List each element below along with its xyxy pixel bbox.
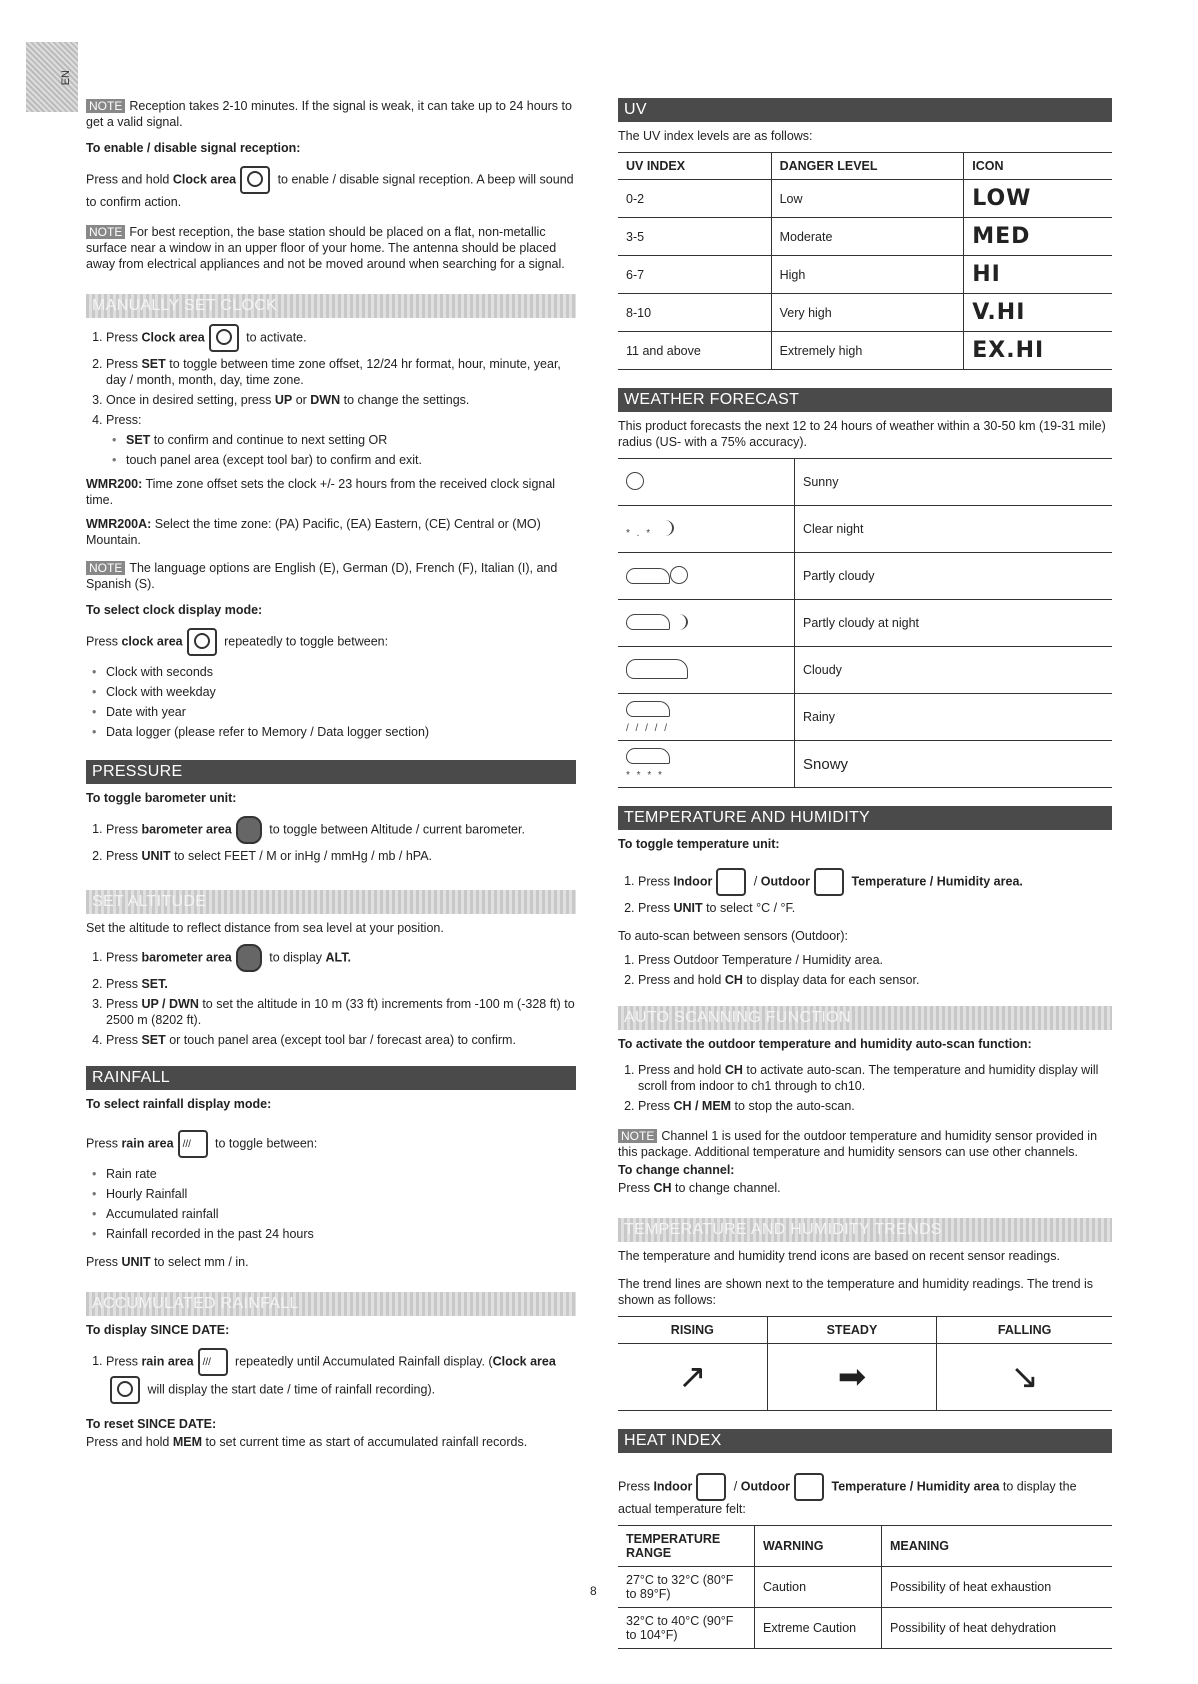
clock-icon [110,1376,140,1404]
table-cell: Low [771,180,964,218]
clock-icon [187,628,217,656]
list-item: 1. Press barometer area to toggle between Altitude / current barometer. [106,816,576,844]
column-header: UV INDEX [618,153,771,180]
table-row [618,1567,1112,1608]
subheading-auto-scan: To activate the outdoor temperature and humidity auto-scan function: [618,1037,1032,1051]
table-cell: Rainy [795,694,1113,741]
table-cell: Snowy [795,741,1113,788]
reset-text: Press and hold MEM to set current time as start of accumulated rainfall records. [86,1435,528,1449]
language-tab-label: EN [60,70,72,86]
uv-hi-icon: HI [964,256,1112,294]
page-number: 8 [590,1584,597,1598]
barometer-icon [236,816,262,844]
rainy-icon: / / / / / [618,694,795,741]
table-cell: Clear night [795,506,1113,553]
table-cell: Extreme Caution [755,1608,882,1649]
column-header: ICON [964,153,1112,180]
subheading-since-date: To display SINCE DATE: [86,1323,230,1337]
uv-med-icon: MED [964,218,1112,256]
table-cell: Caution [755,1567,882,1608]
note-text: The language options are English (E), German (D), French (F), Italian (I), and Spanish (S). [86,561,558,591]
list-item: 1. Press Indoor / Outdoor Temperature / Humidity area. [638,868,1112,896]
uv-vhi-icon: V.HI [964,294,1112,332]
table-row [618,180,1112,218]
list-item: • touch panel area (except tool bar) to confirm and exit. [126,452,576,468]
outdoor-icon [814,868,844,896]
section-uv: UV [618,98,1112,122]
clock-mode-text: Press clock area repeatedly to toggle between: [86,628,576,656]
section-heat-index: HEAT INDEX [618,1429,1112,1453]
table-cell: Sunny [795,459,1113,506]
table-cell: 27°C to 32°C (80°F to 89°F) [618,1567,755,1608]
note-text: For best reception, the base station should be placed on a flat, non-metallic surface near a window in an upper floor of your home. The antenna should be placed away from electrical appliances and not be moved around when searching for a signal. [86,225,565,271]
column-header: WARNING [755,1526,882,1567]
pressure-steps [86,816,576,864]
table-row [618,1344,1112,1411]
table-cell: Partly cloudy at night [795,600,1113,647]
change-channel-text: Press CH to change channel. [618,1181,781,1195]
uv-exhi-icon: EX.HI [964,332,1112,370]
clear-night-icon: * . * [618,506,795,553]
indoor-icon [716,868,746,896]
list-item: 3. Once in desired setting, press UP or DWN to change the settings. [106,392,576,408]
list-item: • Clock with weekday [106,684,576,700]
table-row [618,459,1112,506]
section-altitude: SET ALTITUDE [86,890,576,914]
table-header-row [618,153,1112,180]
trends-intro: The temperature and humidity trend icons are based on recent sensor readings. [618,1249,1060,1263]
autoscan-steps [618,952,1112,988]
list-item: • Accumulated rainfall [106,1206,576,1222]
falling-trend-icon: ↘ [937,1344,1112,1411]
wmr200a-note: WMR200A: Select the time zone: (PA) Pacific, (EA) Eastern, (CE) Central or (MO) Mountain. [86,517,541,547]
clock-mode-list [86,664,576,740]
trends-description: The trend lines are shown next to the temperature and humidity readings. The trend is shown as follows: [618,1277,1094,1307]
column-header: RISING [618,1317,767,1344]
note-tag: NOTE [618,1129,657,1143]
heat-text: Press Indoor / Outdoor Temperature / Humidity area to display the actual temperature felt: [618,1473,1112,1517]
table-header-row [618,1526,1112,1567]
outdoor-icon [794,1473,824,1501]
indoor-icon [696,1473,726,1501]
note-channel [618,1128,1112,1160]
table-cell: 32°C to 40°C (90°F to 104°F) [618,1608,755,1649]
table-row [618,332,1112,370]
subheading-reset: To reset SINCE DATE: [86,1417,217,1431]
table-cell: Cloudy [795,647,1113,694]
subheading-change-channel: To change channel: [618,1163,735,1177]
table-row [618,600,1112,647]
note-text: Channel 1 is used for the outdoor temperature and humidity sensor provided in this package. Additional temperature and humidity sensors can use other channels. [618,1129,1098,1159]
uv-intro: The UV index levels are as follows: [618,129,813,143]
list-item: 1. Press and hold CH to activate auto-scan. The temperature and humidity display will scroll from indoor to ch1 through to ch10. [638,1062,1112,1094]
table-cell: Extremely high [771,332,964,370]
section-weather-forecast: WEATHER FORECAST [618,388,1112,412]
list-item: 2. Press UNIT to select °C / °F. [638,900,1112,916]
table-row [618,647,1112,694]
column-header: MEANING [882,1526,1113,1567]
list-item: 2. Press CH / MEM to stop the auto-scan. [638,1098,1112,1114]
subheading-enable: To enable / disable signal reception: [86,141,301,155]
list-item: • Clock with seconds [106,664,576,680]
table-row [618,506,1112,553]
table-row [618,218,1112,256]
column-header: TEMPERATURE RANGE [618,1526,755,1567]
language-tab [26,42,78,112]
list-item: • Rain rate [106,1166,576,1182]
section-trends: TEMPERATURE AND HUMIDITY TRENDS [618,1218,1112,1242]
list-item: 1. Press rain area/// repeatedly until Accumulated Rainfall display. (Clock area will display the start date / time of rainfall recording). [106,1348,576,1404]
table-cell: 6-7 [618,256,771,294]
section-rainfall: RAINFALL [86,1066,576,1090]
table-header-row [618,1317,1112,1344]
list-item: 1. Press barometer area to display ALT. [106,944,576,972]
cloudy-icon [618,647,795,694]
table-cell: 3-5 [618,218,771,256]
note-text: Reception takes 2-10 minutes. If the signal is weak, it can take up to 24 hours to get a valid signal. [86,99,572,129]
th-steps [618,868,1112,916]
column-header: DANGER LEVEL [771,153,964,180]
section-auto-scanning: AUTO SCANNING FUNCTION [618,1006,1112,1030]
partly-cloudy-icon [618,553,795,600]
rainfall-text: Press rain area/// to toggle between: [86,1130,576,1158]
table-row [618,553,1112,600]
subheading-clock-mode: To select clock display mode: [86,603,263,617]
uv-table [618,152,1112,370]
table-cell: Possibility of heat exhaustion [882,1567,1113,1608]
list-item: 1. Press Outdoor Temperature / Humidity area. [638,952,1112,968]
section-manual-clock: MANUALLY SET CLOCK [86,294,576,318]
list-item: 2. Press SET. [106,976,576,992]
right-column [618,98,1112,1657]
table-cell: 11 and above [618,332,771,370]
rising-trend-icon: ↗ [618,1344,767,1411]
since-steps [86,1348,576,1404]
clock-icon [240,166,270,194]
table-cell: Partly cloudy [795,553,1113,600]
list-item: • Rainfall recorded in the past 24 hours [106,1226,576,1242]
table-row [618,694,1112,741]
altitude-steps [86,944,576,1048]
trend-table [618,1316,1112,1411]
table-row [618,256,1112,294]
note-tag: NOTE [86,225,125,239]
table-cell: Very high [771,294,964,332]
heat-index-table [618,1525,1112,1649]
table-cell: Moderate [771,218,964,256]
manual-steps [86,324,576,468]
list-item: • Data logger (please refer to Memory / Data logger section) [106,724,576,740]
section-pressure: PRESSURE [86,760,576,784]
rainfall-list [86,1166,576,1242]
rain-icon [178,1130,208,1158]
barometer-icon [236,944,262,972]
sub-list [106,432,576,468]
list-item: 1. Press Clock area to activate. [106,324,576,352]
list-item: 4. Press SET or touch panel area (except tool bar / forecast area) to confirm. [106,1032,576,1048]
subheading-barometer: To toggle barometer unit: [86,791,237,805]
forecast-table [618,458,1112,788]
table-cell: High [771,256,964,294]
table-row [618,741,1112,788]
rain-icon [198,1348,228,1376]
subheading-temp-unit: To toggle temperature unit: [618,837,780,851]
forecast-intro: This product forecasts the next 12 to 24 hours of weather within a 30-50 km (19-31 mile) radius (US- with a 75% accuracy). [618,419,1106,449]
list-item: • Date with year [106,704,576,720]
note-tag: NOTE [86,561,125,575]
section-accumulated-rainfall: ACCUMULATED RAINFALL [86,1292,576,1316]
table-cell: Possibility of heat dehydration [882,1608,1113,1649]
column-header: FALLING [937,1317,1112,1344]
list-item: 3. Press UP / DWN to set the altitude in 10 m (33 ft) increments from -100 m (-328 ft) to 2500 m (8202 ft). [106,996,576,1028]
list-item: 2. Press and hold CH to display data for each sensor. [638,972,1112,988]
rainfall-unit: Press UNIT to select mm / in. [86,1255,249,1269]
wmr200-note: WMR200: Time zone offset sets the clock +/- 23 hours from the received clock signal time. [86,477,556,507]
table-cell: 8-10 [618,294,771,332]
uv-low-icon: LOW [964,180,1112,218]
note-reception [86,98,576,130]
enable-text: Press and hold Clock area to enable / disable signal reception. A beep will sound to confirm action. [86,166,576,210]
left-column [86,98,576,1458]
table-row [618,294,1112,332]
table-row [618,1608,1112,1649]
note-tag: NOTE [86,99,125,113]
list-item: 2. Press SET to toggle between time zone offset, 12/24 hr format, hour, minute, year, day / month, month, day, time zone. [106,356,576,388]
column-header: STEADY [767,1317,937,1344]
altitude-intro: Set the altitude to reflect distance from sea level at your position. [86,921,444,935]
section-temperature-humidity: TEMPERATURE AND HUMIDITY [618,806,1112,830]
auto-scan-steps [618,1062,1112,1114]
sunny-icon [618,459,795,506]
list-item: • SET to confirm and continue to next setting OR [126,432,576,448]
autoscan-intro: To auto-scan between sensors (Outdoor): [618,929,848,943]
clock-icon [209,324,239,352]
list-item: • Hourly Rainfall [106,1186,576,1202]
snowy-icon: * * * * [618,741,795,788]
note-placement [86,224,576,272]
list-item: 4. Press: • SET to confirm and continue to next setting OR • touch panel area (except tool bar) to confirm and exit. [106,412,576,468]
table-cell: 0-2 [618,180,771,218]
partly-cloudy-night-icon [618,600,795,647]
steady-trend-icon: ➡ [767,1344,937,1411]
list-item: 2. Press UNIT to select FEET / M or inHg / mmHg / mb / hPA. [106,848,576,864]
note-language [86,560,576,592]
subheading-rainfall: To select rainfall display mode: [86,1097,272,1111]
